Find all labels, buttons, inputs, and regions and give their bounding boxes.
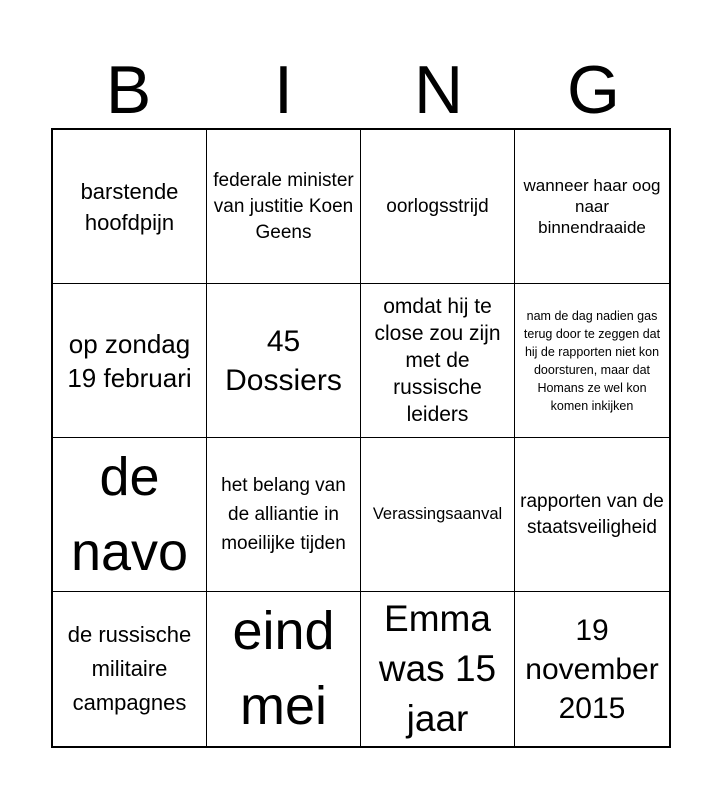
bingo-cell[interactable] — [361, 438, 515, 592]
bingo-cell[interactable] — [53, 130, 207, 284]
cell-text: 45 Dossiers — [225, 324, 342, 397]
bingo-cell[interactable] — [515, 438, 669, 592]
cell-text: federale minister van justitie Koen Geens — [213, 169, 354, 243]
bingo-header — [51, 52, 671, 128]
bingo-cell[interactable] — [515, 130, 669, 284]
header-letter-g: G — [567, 52, 620, 128]
header-letter-b: B — [105, 52, 152, 128]
bingo-cell[interactable] — [207, 592, 361, 746]
bingo-cell[interactable] — [207, 284, 361, 438]
bingo-cell[interactable] — [515, 592, 669, 746]
header-letter-n: N — [413, 52, 464, 128]
cell-text: omdat hij te close zou zijn met de russische leiders — [374, 295, 501, 426]
bingo-cell[interactable] — [207, 130, 361, 284]
bingo-cell[interactable] — [361, 130, 515, 284]
header-letter-i: I — [274, 52, 293, 128]
cell-text: eind mei — [232, 601, 335, 736]
cell-text: wanneer haar oog naar binnendraaide — [523, 176, 661, 237]
bingo-cell[interactable] — [515, 284, 669, 438]
bingo-grid — [51, 128, 671, 748]
cell-text: de russische militaire campagnes — [67, 622, 192, 715]
bingo-cell[interactable] — [53, 284, 207, 438]
cell-text: op zondag 19 februari — [67, 328, 192, 393]
bingo-cell[interactable] — [207, 438, 361, 592]
cell-text: oorlogsstrijd — [386, 195, 489, 217]
cell-text: het belang van de alliantie in moeilijke tijden — [221, 475, 346, 554]
bingo-cell[interactable] — [53, 438, 207, 592]
bingo-cell[interactable] — [53, 592, 207, 746]
cell-text: de navo — [70, 446, 189, 582]
cell-text: rapporten van de staatsveiligheid — [520, 490, 664, 538]
cell-text: Verassingsaanval — [372, 505, 503, 523]
cell-text: Emma was 15 jaar — [378, 598, 497, 739]
cell-text: barstende hoofdpijn — [80, 178, 179, 235]
bingo-cell[interactable] — [361, 284, 515, 438]
bingo-cell[interactable] — [361, 592, 515, 746]
cell-text: nam de dag nadien gas terug door te zeggen dat hij de rapporten niet kon doorsturen, maar dat Homans ze wel kon komen inkijken — [523, 308, 661, 413]
cell-text: 19 november 2015 — [525, 613, 659, 725]
